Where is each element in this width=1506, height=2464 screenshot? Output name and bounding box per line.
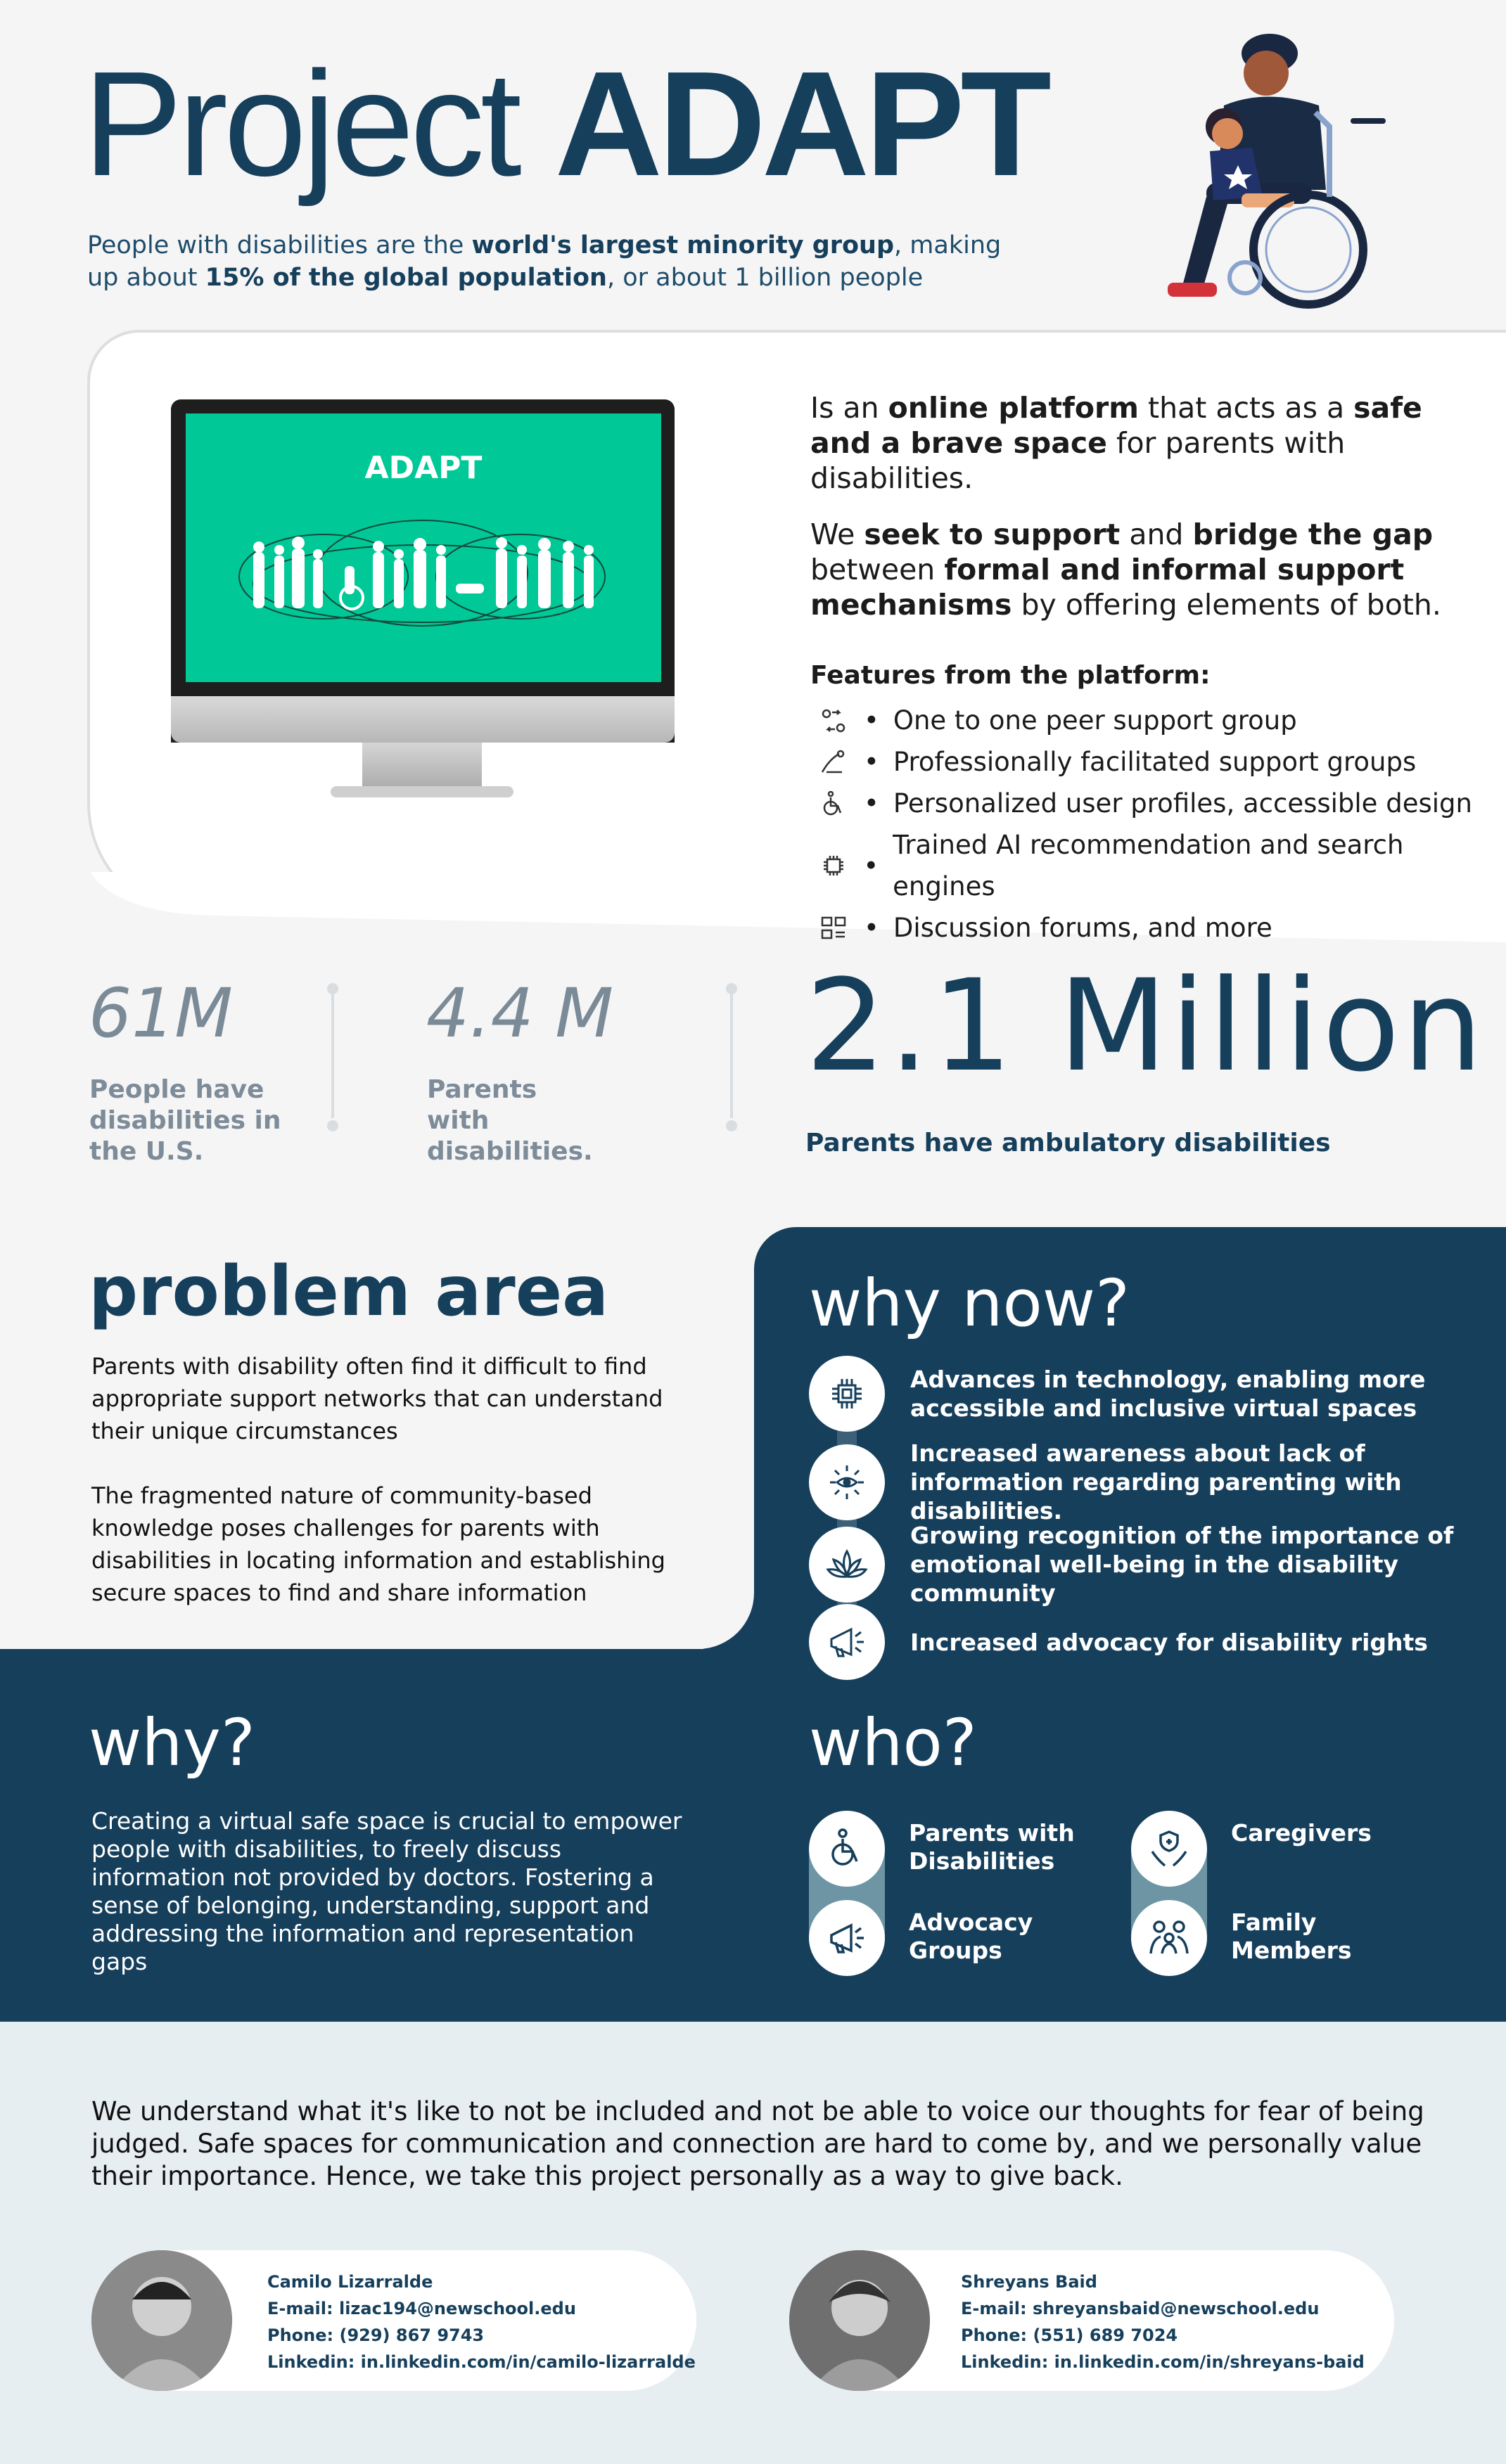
facilitator-icon [816,748,851,776]
divider [730,992,733,1118]
family-icon [1131,1900,1207,1976]
who-item [1131,1900,1407,1976]
why-now-title: why now? [809,1266,1130,1341]
avatar [91,2250,232,2391]
contact-name: Camilo Lizarralde [267,2272,433,2292]
community-silhouettes-graphic [232,506,615,647]
who-label: Family Members [1231,1908,1352,1964]
peer-support-icon [816,707,851,735]
contact-email[interactable]: E-mail: shreyansbaid@newschool.edu [961,2299,1320,2318]
why-title: why? [89,1705,255,1780]
list-item: • Trained AI recommendation and search engines [816,824,1506,907]
reason-text: Increased awareness about lack of information regarding parenting with disabilities. [910,1439,1402,1525]
contact-info [267,2269,696,2375]
page-title: Project ADAPT [83,40,1047,207]
wheelchair-icon [809,1811,885,1887]
why-body: Creating a virtual safe space is crucial to empower people with disabilities, to freely discuss information not provided by doctors. Fostering a sense of belonging, understanding, support and addressing the information and representation gaps [91,1807,682,1975]
contact-email[interactable]: E-mail: lizac194@newschool.edu [267,2299,576,2318]
avatar [789,2250,930,2391]
contact-name: Shreyans Baid [961,2272,1097,2292]
forum-icon [816,914,851,942]
hero-subtitle: People with disabilities are the world's largest minority group, making up about 15% of the global population, or about 1 billion people [87,231,1002,292]
list-item: • Discussion forums, and more [816,907,1506,949]
reason-text: Advances in technology, enabling more accessible and inclusive virtual spaces [910,1366,1426,1422]
reason-text: Increased advocacy for disability rights [910,1628,1428,1656]
who-label: Advocacy Groups [909,1908,1033,1964]
reason-item [809,1521,1456,1608]
contact-info [961,2269,1365,2375]
big-stat-value: 2.1 Million [805,953,1486,1100]
list-item: • Professionally facilitated support groups [816,741,1506,783]
stat-value: 4.4 M [426,974,614,1053]
monitor-stand [362,743,482,792]
divider [331,992,334,1118]
features-list [816,700,1506,949]
megaphone-icon [809,1900,885,1976]
network-eye-icon [809,1444,885,1520]
big-stat-label: Parents have ambulatory disabilities [805,1129,1331,1157]
contact-phone[interactable]: Phone: (551) 689 7024 [961,2325,1178,2345]
who-item [809,1900,1085,1976]
who-item [809,1811,1085,1887]
reason-item [809,1356,1456,1432]
list-item: • Personalized user profiles, accessible design [816,783,1506,824]
who-item [1131,1811,1407,1887]
caregiver-hands-icon [1131,1811,1207,1887]
contact-phone[interactable]: Phone: (929) 867 9743 [267,2325,485,2345]
lotus-icon [809,1527,885,1603]
chip-icon [809,1356,885,1432]
contact-linkedin[interactable]: Linkedin: in.linkedin.com/in/camilo-lizarralde [267,2352,696,2372]
who-label: Parents with Disabilities [909,1819,1075,1875]
problem-area-body: Parents with disability often find it difficult to find appropriate support networks that can understand their unique circumstances The fragmented nature of community-based knowledge poses challenges for parents with disabilities in locating information and establishing secure spaces to find and share information [91,1353,665,1606]
list-item: • One to one peer support group [816,700,1506,741]
reason-text: Growing recognition of the importance of emotional well-being in the disability community [910,1522,1454,1607]
reason-item [809,1439,1456,1525]
who-title: who? [809,1705,977,1780]
megaphone-icon [809,1604,885,1680]
problem-area-title: problem area [89,1252,609,1332]
stat-value: 61M [89,974,233,1053]
stat-label: People have disabilities in the U.S. [89,1075,281,1166]
screen-title: ADAPT [364,450,483,486]
stat-label: Parents with disabilities. [427,1075,593,1166]
platform-description: Is an online platform that acts as a safe and a brave space for parents with disabilities. We seek to support and bridge the gap between formal and informal support mechanisms by offering elements of both. [810,391,1441,622]
ai-chip-icon [816,852,850,880]
monitor-base [331,786,513,797]
reason-item [809,1604,1456,1680]
who-label: Caregivers [1231,1819,1372,1847]
monitor-chin [171,696,675,743]
parent-wheelchair-illustration [1140,28,1400,309]
contact-linkedin[interactable]: Linkedin: in.linkedin.com/in/shreyans-baid [961,2352,1365,2372]
closing-statement: We understand what it's like to not be included and not be able to voice our thoughts for fear of being judged. Safe spaces for communication and connection are hard to come by, and we personally value their importance. Hence, we take this project personally as a way to give back. [91,2096,1424,2191]
features-title: Features from the platform: [810,661,1211,690]
wheelchair-icon [816,790,851,818]
